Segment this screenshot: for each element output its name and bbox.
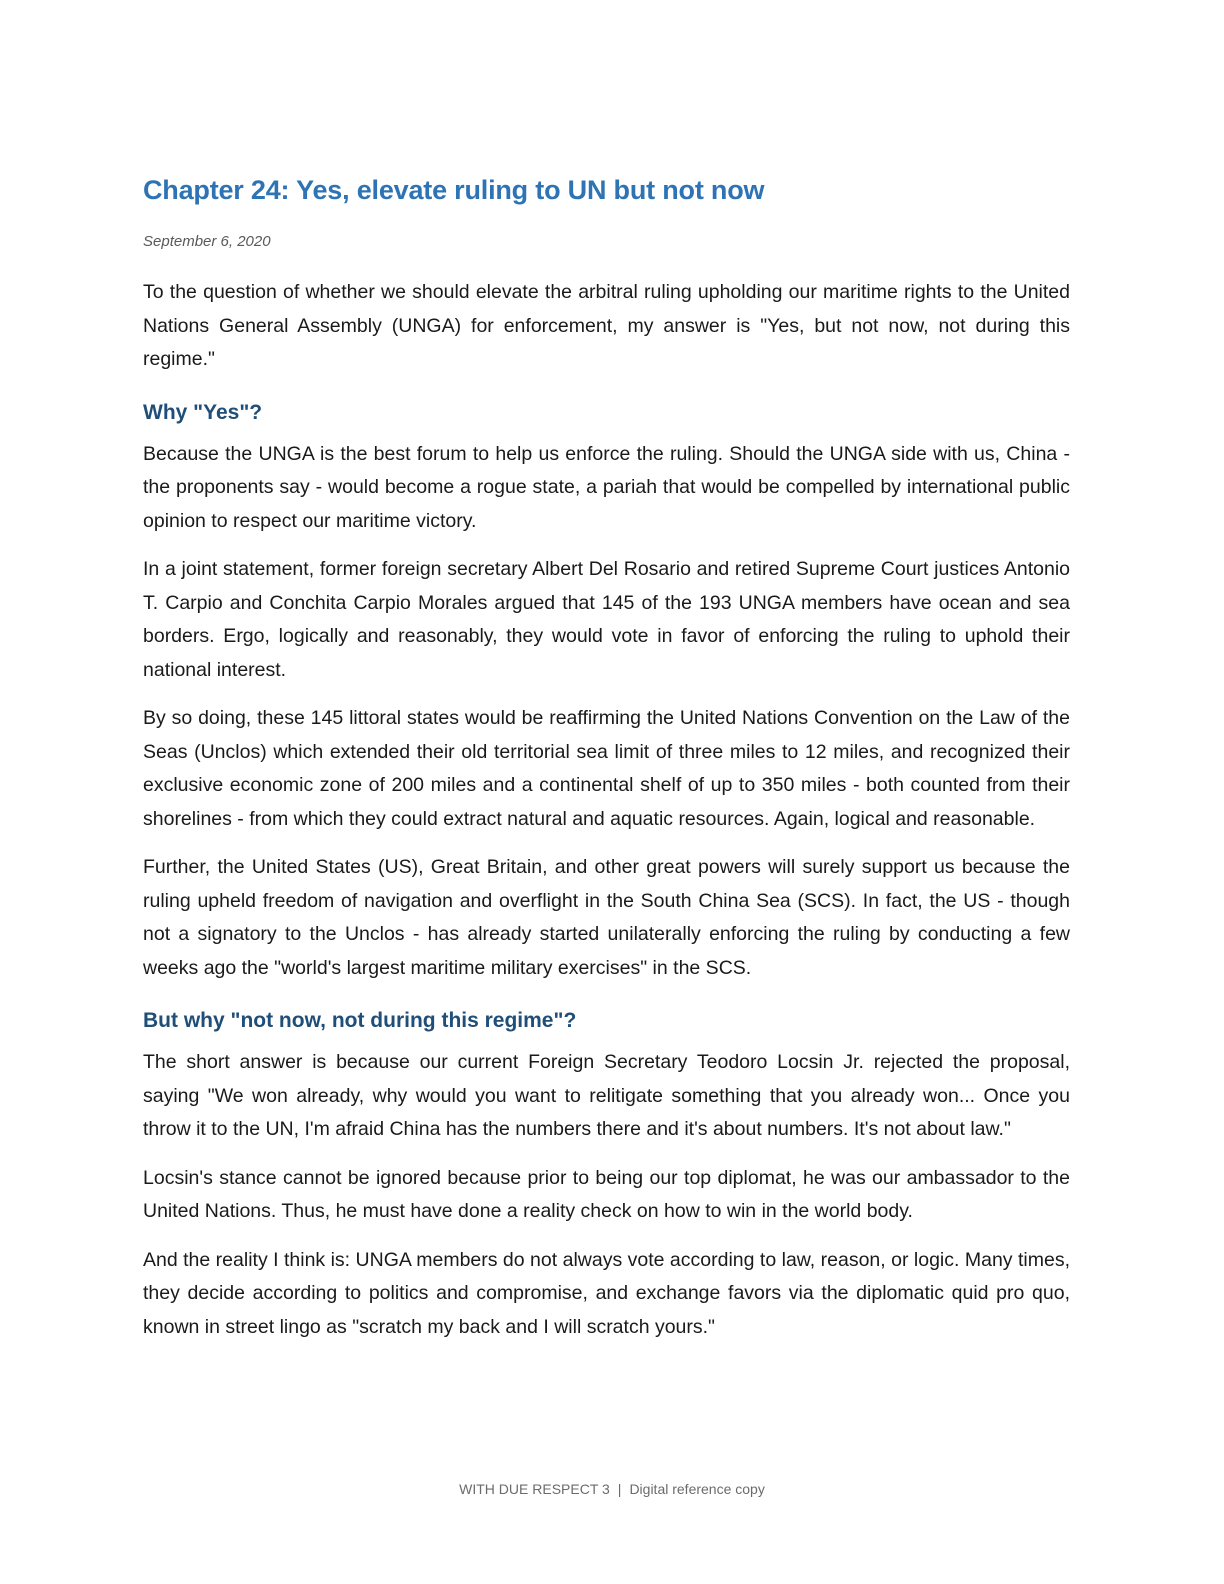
body-paragraph: The short answer is because our current Foreign Secretary Teodoro Locsin Jr. rejected the proposal, saying "We won already, why would you want to relitigate something that you already won... Once you throw it to the UN, I'm afraid China has the numbers there and it's about numbers. It's not about law." — [143, 1051, 1070, 1140]
document-page — [143, 170, 1070, 1344]
body-paragraph: Further, the United States (US), Great Britain, and other great powers will surely support us because the ruling upheld freedom of navigation and overflight in the South China Sea (SCS). In fact, the US - though not a signatory to the Unclos - has already started unilaterally enforcing the ruling by conducting a few weeks ago the "world's largest maritime military exercises" in the SCS. — [143, 856, 1070, 979]
footer-book-title: WITH DUE RESPECT 3 — [459, 1481, 610, 1497]
body-paragraph: And the reality I think is: UNGA members do not always vote according to law, reason, or logic. Many times, they decide according to politics and compromise, and exchange favors via the diplomatic quid pro quo, known in street lingo as "scratch my back and I will scratch yours." — [143, 1248, 1070, 1338]
body-paragraph: In a joint statement, former foreign secretary Albert Del Rosario and retired Supreme Court justices Antonio T. Carpio and Conchita Carpio Morales argued that 145 of the 193 UNGA members have ocean and sea borders. Ergo, logically and reasonably, they would vote in favor of enforcing the ruling to uphold their national interest. — [143, 558, 1070, 681]
page-footer — [0, 1479, 1224, 1499]
intro-paragraph: To the question of whether we should elevate the arbitral ruling upholding our maritime rights to the United Nations General Assembly (UNGA) for enforcement, my answer is "Yes, but not now, not during this regime." — [143, 281, 1070, 370]
footer-note: Digital reference copy — [629, 1481, 765, 1497]
chapter-title: Chapter 24: Yes, elevate ruling to UN but not now — [143, 175, 765, 205]
section-heading-not-now: But why "not now, not during this regime"? — [143, 1009, 577, 1032]
body-paragraph: Locsin's stance cannot be ignored because prior to being our top diplomat, he was our ambassador to the United Nations. Thus, he must have done a reality check on how to win in the world body. — [143, 1166, 1070, 1222]
section-heading-why-yes: Why "Yes"? — [143, 400, 263, 424]
footer-separator: | — [617, 1481, 622, 1497]
body-paragraph: Because the UNGA is the best forum to help us enforce the ruling. Should the UNGA side with us, China - the proponents say - would become a rogue state, a pariah that would be compelled by international public opinion to respect our maritime victory. — [143, 442, 1070, 532]
body-paragraph: By so doing, these 145 littoral states would be reaffirming the United Nations Convention on the Law of the Seas (Unclos) which extended their old territorial sea limit of three miles to 12 miles, and recognized their exclusive economic zone of 200 miles and a continental shelf of up to 350 miles - both counted from their shorelines - from which they could extract natural and aquatic resources. Again, logical and reasonable. — [143, 707, 1070, 830]
article-date: September 6, 2020 — [143, 233, 271, 250]
